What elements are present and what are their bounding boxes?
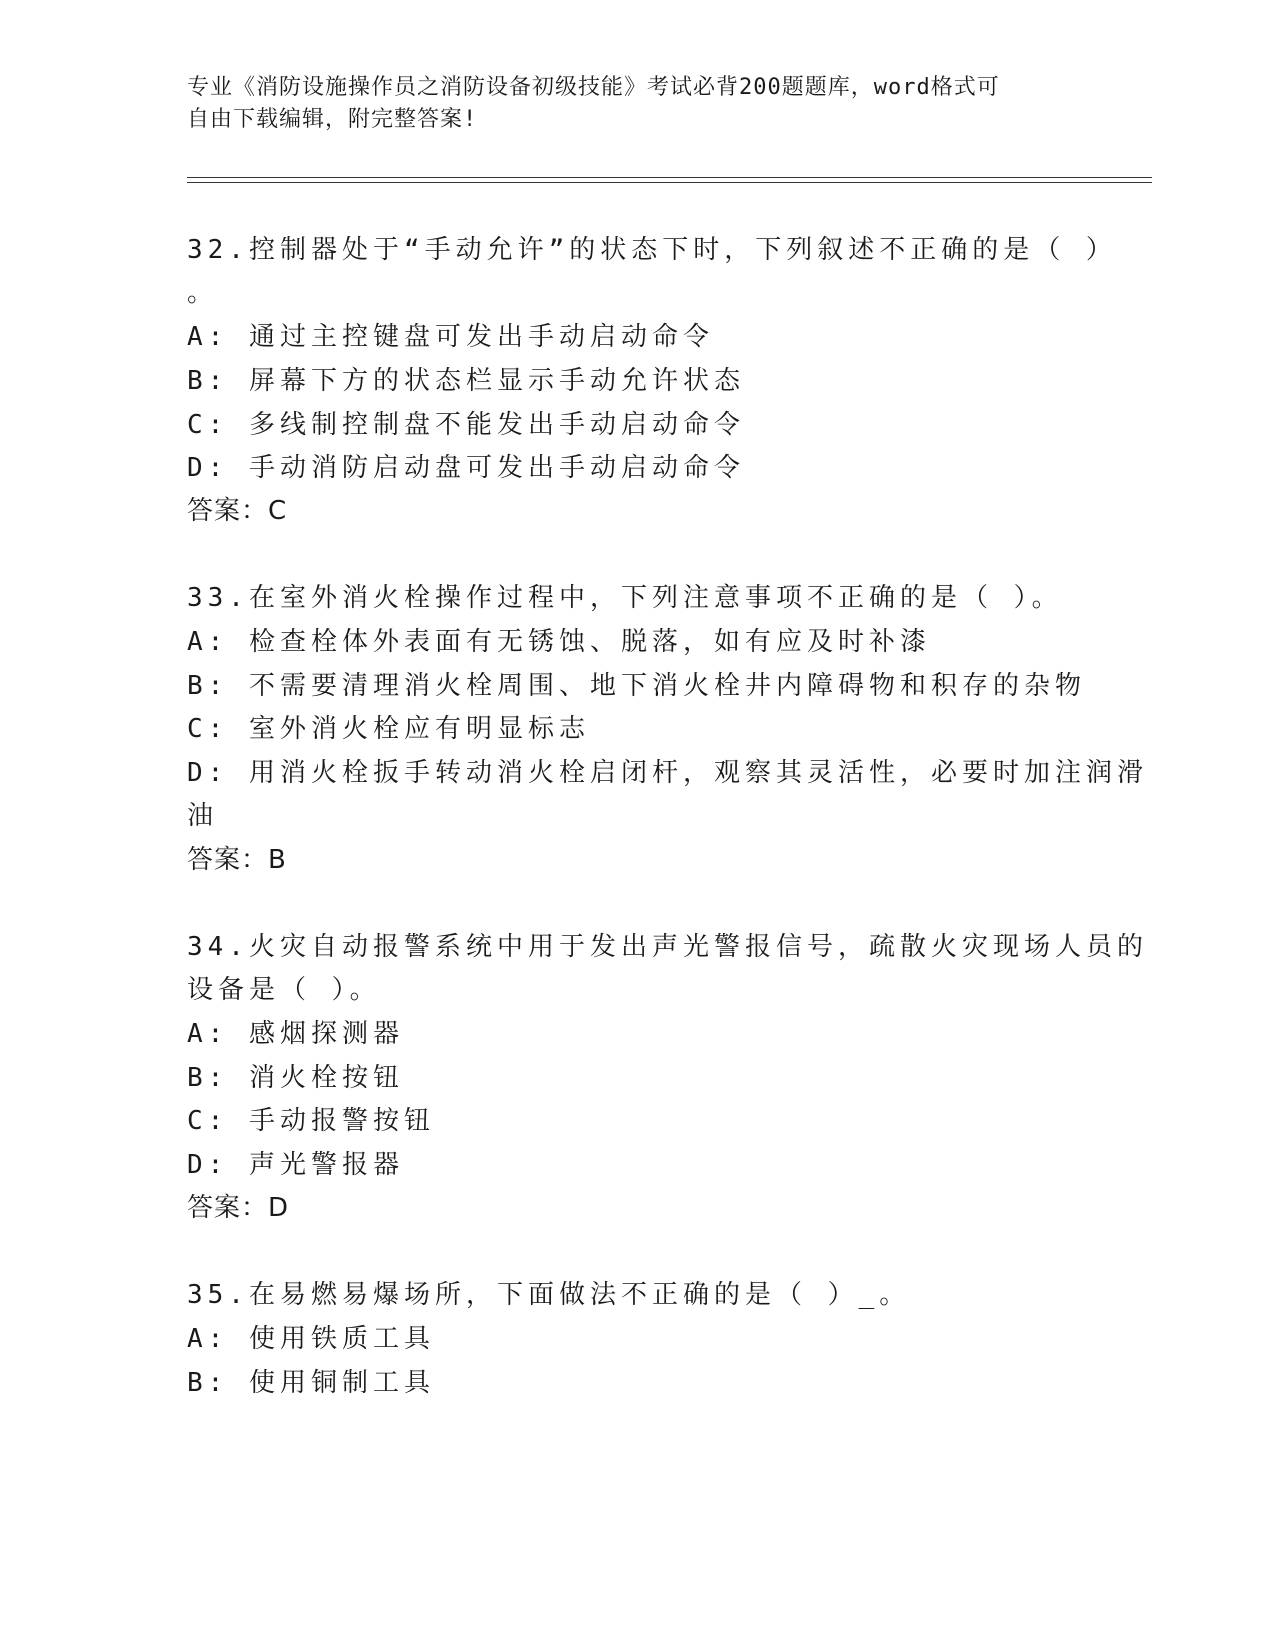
header-line-1: 专业《消防设施操作员之消防设备初级技能》考试必背200题题库，word格式可: [187, 75, 1000, 100]
question-32-stem-line-1: 32.控制器处于“手动允许”的状态下时，下列叙述不正确的是（ ）: [187, 235, 1117, 265]
question-33-stem-line-1: 33.在室外消火栓操作过程中，下列注意事项不正确的是（ ）。: [187, 583, 1063, 613]
question-32-stem-line-2: 。: [187, 278, 219, 308]
document-header: [187, 72, 1067, 136]
question-34-option-d: D: 声光警报器: [187, 1150, 404, 1180]
question-33-option-c: C: 室外消火栓应有明显标志: [187, 714, 590, 744]
header-divider-top: [187, 177, 1152, 178]
header-divider-bottom: [187, 182, 1152, 183]
question-34-option-a: A: 感烟探测器: [187, 1019, 404, 1049]
question-32-option-c: C: 多线制控制盘不能发出手动启动命令: [187, 410, 745, 440]
question-34-answer: 答案：D: [187, 1193, 290, 1223]
question-33-answer: 答案：B: [187, 845, 287, 875]
question-33-option-a: A: 检查栓体外表面有无锈蚀、脱落，如有应及时补漆: [187, 627, 931, 657]
question-35-option-a: A: 使用铁质工具: [187, 1324, 435, 1354]
question-32-option-b: B: 屏幕下方的状态栏显示手动允许状态: [187, 366, 745, 396]
question-33-option-d-continued: 油: [187, 801, 219, 831]
question-34-option-b: B: 消火栓按钮: [187, 1063, 404, 1093]
question-35-stem-line-1: 35.在易燃易爆场所，下面做法不正确的是（ ）_。: [187, 1280, 911, 1310]
header-line-2: 自由下载编辑，附完整答案!: [187, 107, 478, 132]
question-35-option-b: B: 使用铜制工具: [187, 1368, 435, 1398]
question-34-option-c: C: 手动报警按钮: [187, 1106, 435, 1136]
question-32-option-a: A: 通过主控键盘可发出手动启动命令: [187, 322, 714, 352]
question-32-answer: 答案：C: [187, 496, 288, 526]
question-34-stem-line-1: 34.火灾自动报警系统中用于发出声光警报信号，疏散火灾现场人员的: [187, 932, 1148, 962]
question-33-option-d: D: 用消火栓扳手转动消火栓启闭杆，观察其灵活性，必要时加注润滑: [187, 758, 1148, 788]
question-32-option-d: D: 手动消防启动盘可发出手动启动命令: [187, 453, 745, 483]
question-33-option-b: B: 不需要清理消火栓周围、地下消火栓井内障碍物和积存的杂物: [187, 671, 1086, 701]
question-34-stem-line-2: 设备是（ ）。: [187, 975, 381, 1005]
